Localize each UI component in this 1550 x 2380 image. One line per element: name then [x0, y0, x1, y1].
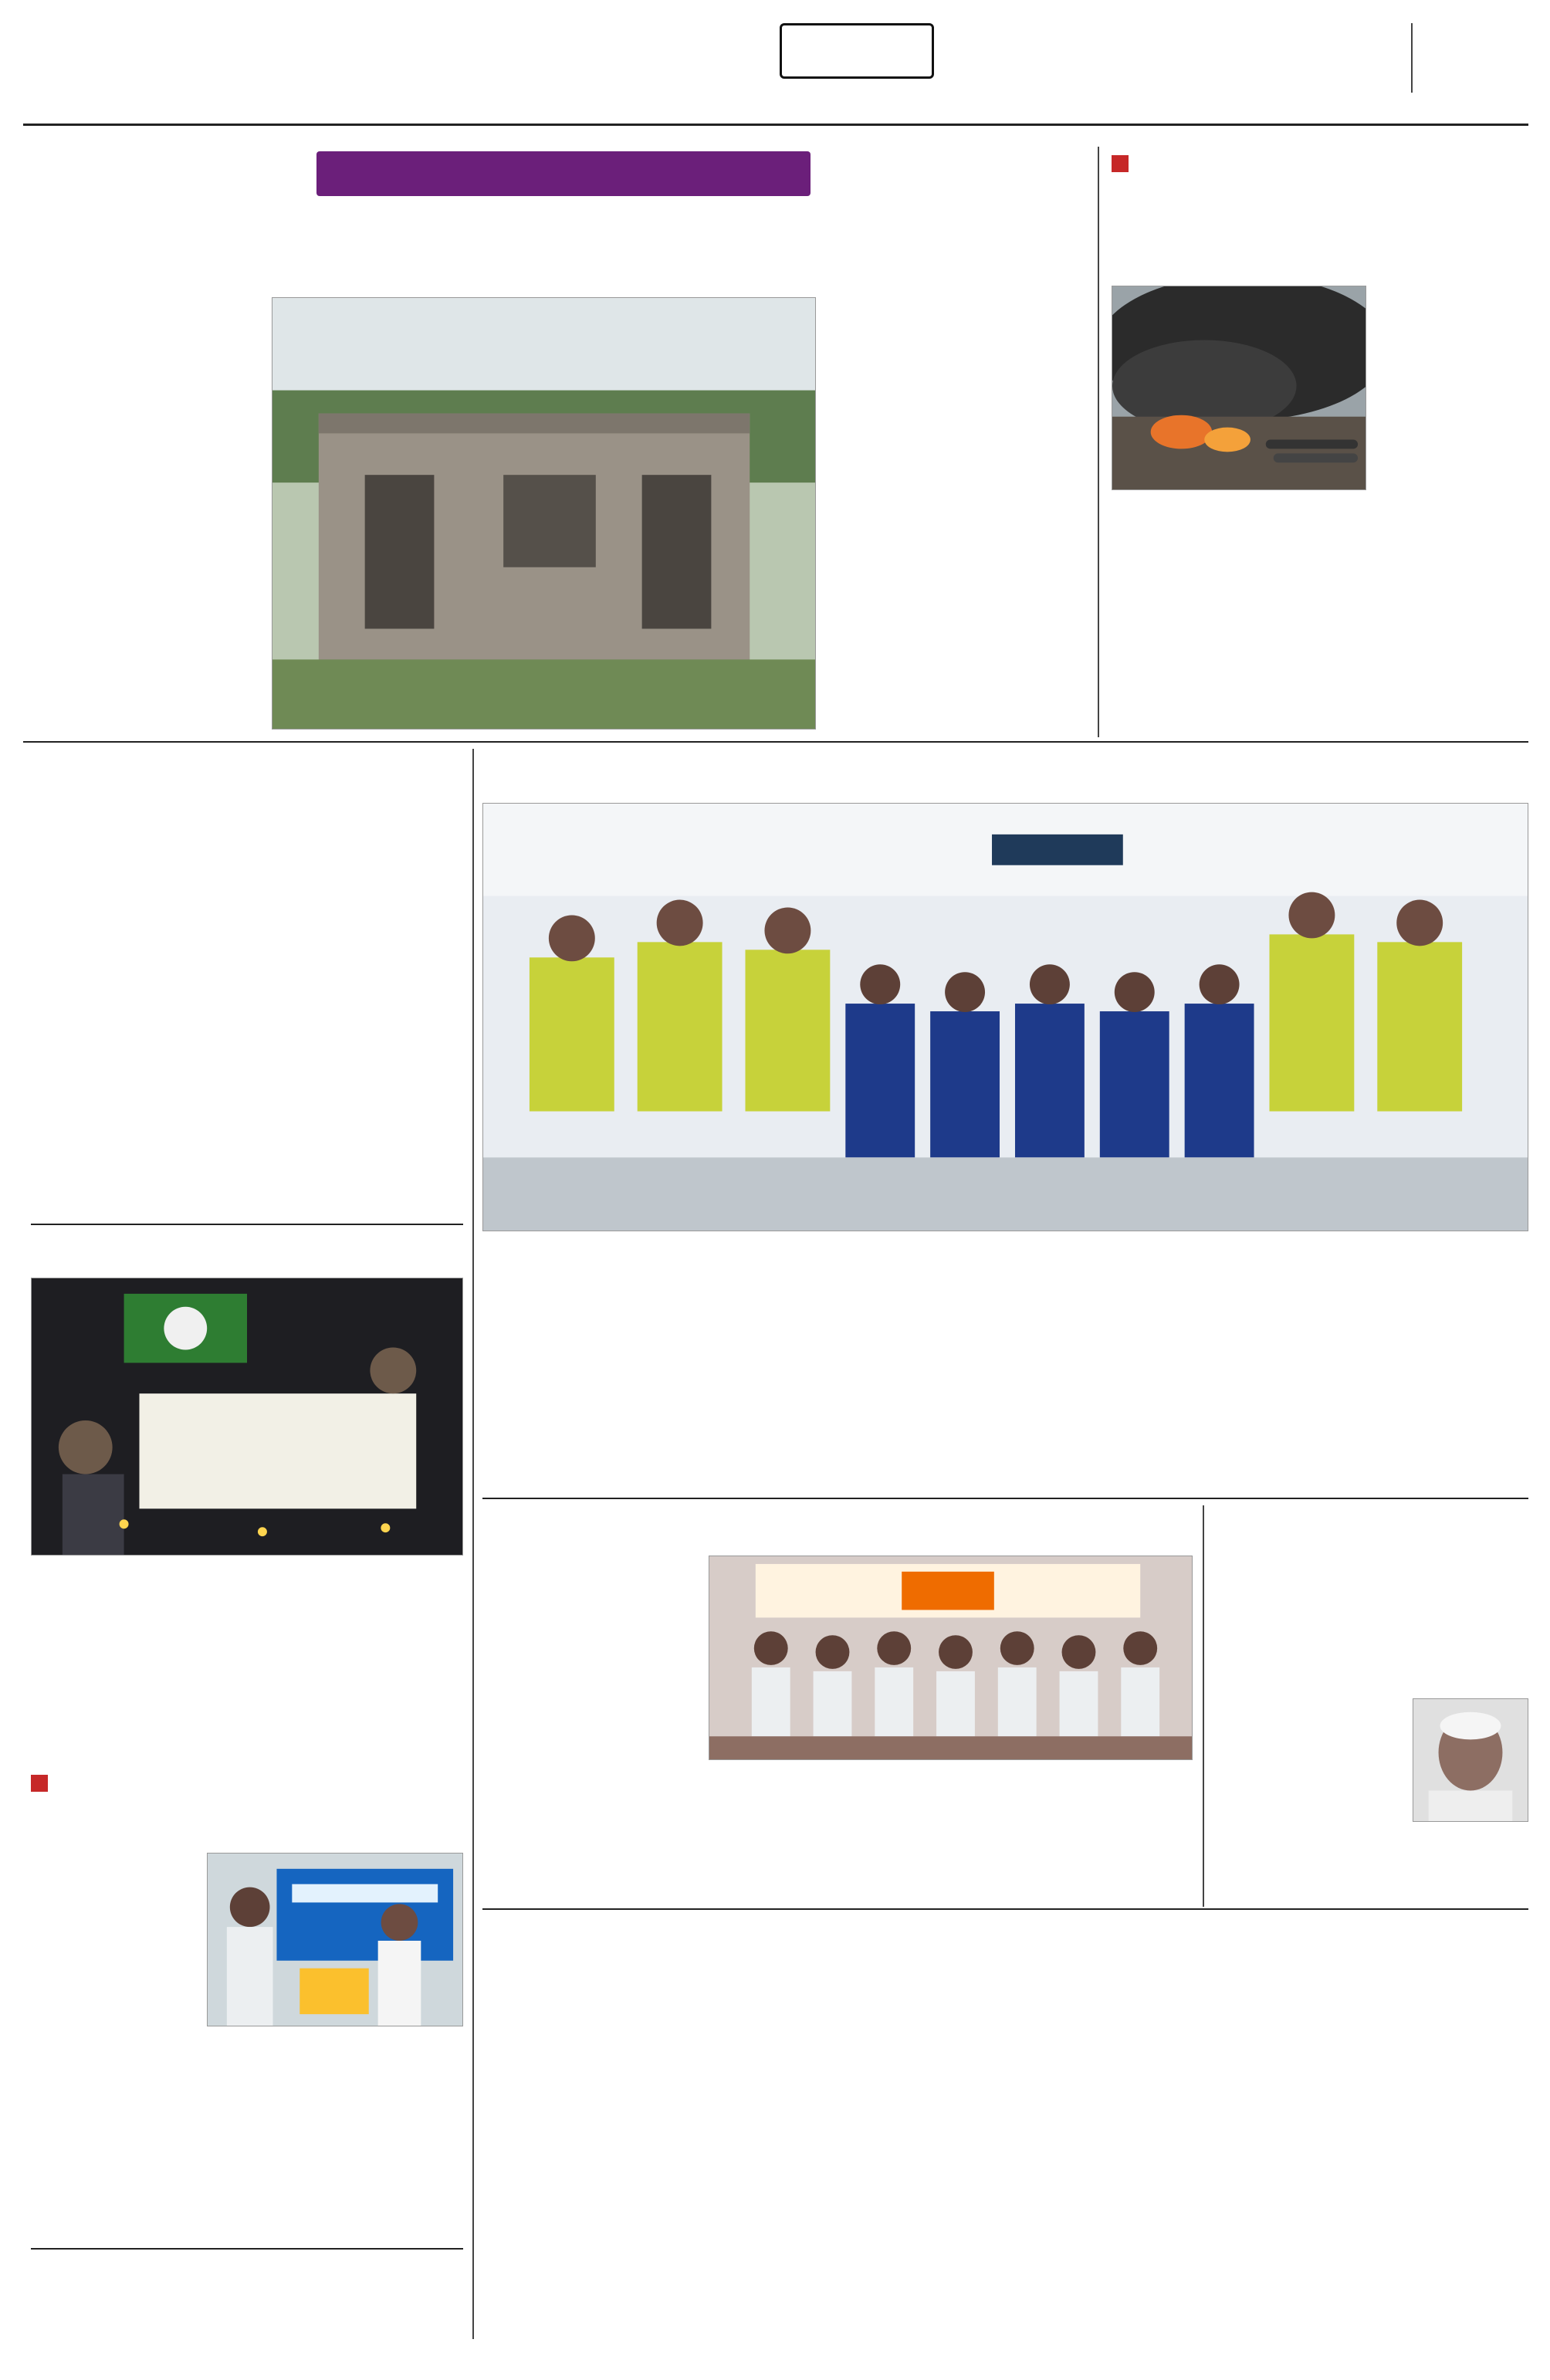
vivekananda-headline — [482, 1505, 1193, 1552]
column-divider-left — [472, 749, 474, 2339]
paradeep-body-col3 — [1185, 1239, 1528, 1490]
candle-headline — [31, 1231, 463, 1275]
candle-march-photo — [31, 1278, 463, 1556]
cricket-kicker — [31, 1768, 463, 1799]
section-rule-2 — [482, 1498, 1528, 1499]
library-kicker — [316, 151, 811, 196]
newspaper-logo — [780, 23, 934, 79]
library-building-photo — [272, 297, 816, 730]
paradeep-group-photo — [482, 803, 1528, 1231]
story-rule-pensioners — [31, 1224, 463, 1225]
section-rule-1 — [23, 741, 1528, 743]
photo-welcome-sign — [993, 839, 1124, 862]
gobinda-body — [1213, 1579, 1528, 1903]
square-bullet-icon — [1112, 155, 1129, 172]
section-rule-3 — [482, 1908, 1528, 1910]
story-rule-cricket — [31, 2248, 463, 2250]
library-body-left — [31, 305, 262, 733]
square-bullet-icon — [31, 1775, 48, 1792]
masthead-rule — [23, 124, 1528, 126]
vivekananda-body-col2 — [951, 1764, 1193, 1903]
candle-body — [31, 1559, 463, 1764]
paradeep-headline — [482, 750, 1528, 797]
masthead-divider — [1411, 23, 1413, 93]
fire-body-intro — [1112, 235, 1528, 288]
fire-smoke-photo — [1112, 286, 1366, 490]
vivekananda-body-col1 — [709, 1764, 940, 1903]
pensioners-body — [31, 797, 463, 1217]
cricket-body-full — [31, 2030, 463, 2243]
fire-headline — [1112, 185, 1528, 232]
column-divider-right — [1203, 1505, 1204, 1907]
vivekananda-body-side — [482, 1556, 699, 1764]
cricket-award-photo — [207, 1853, 463, 2026]
library-body-right — [826, 305, 1088, 733]
candle-banner-text — [147, 1475, 410, 1506]
fire-kicker — [1112, 148, 1528, 179]
pensioners-headline — [31, 750, 463, 794]
column-divider-top — [1098, 147, 1099, 737]
library-headline — [31, 202, 1081, 303]
fire-body-bottom — [1112, 494, 1528, 733]
cricket-headline — [31, 1803, 463, 1849]
paradeep-body-col2 — [834, 1239, 1173, 1490]
paradeep-body-col1 — [482, 1239, 822, 1490]
vivekananda-meeting-photo — [709, 1556, 1193, 1760]
gobinda-headline — [1213, 1505, 1528, 1552]
fire-body-top — [1376, 286, 1530, 490]
cricket-body-side — [31, 1853, 201, 2030]
